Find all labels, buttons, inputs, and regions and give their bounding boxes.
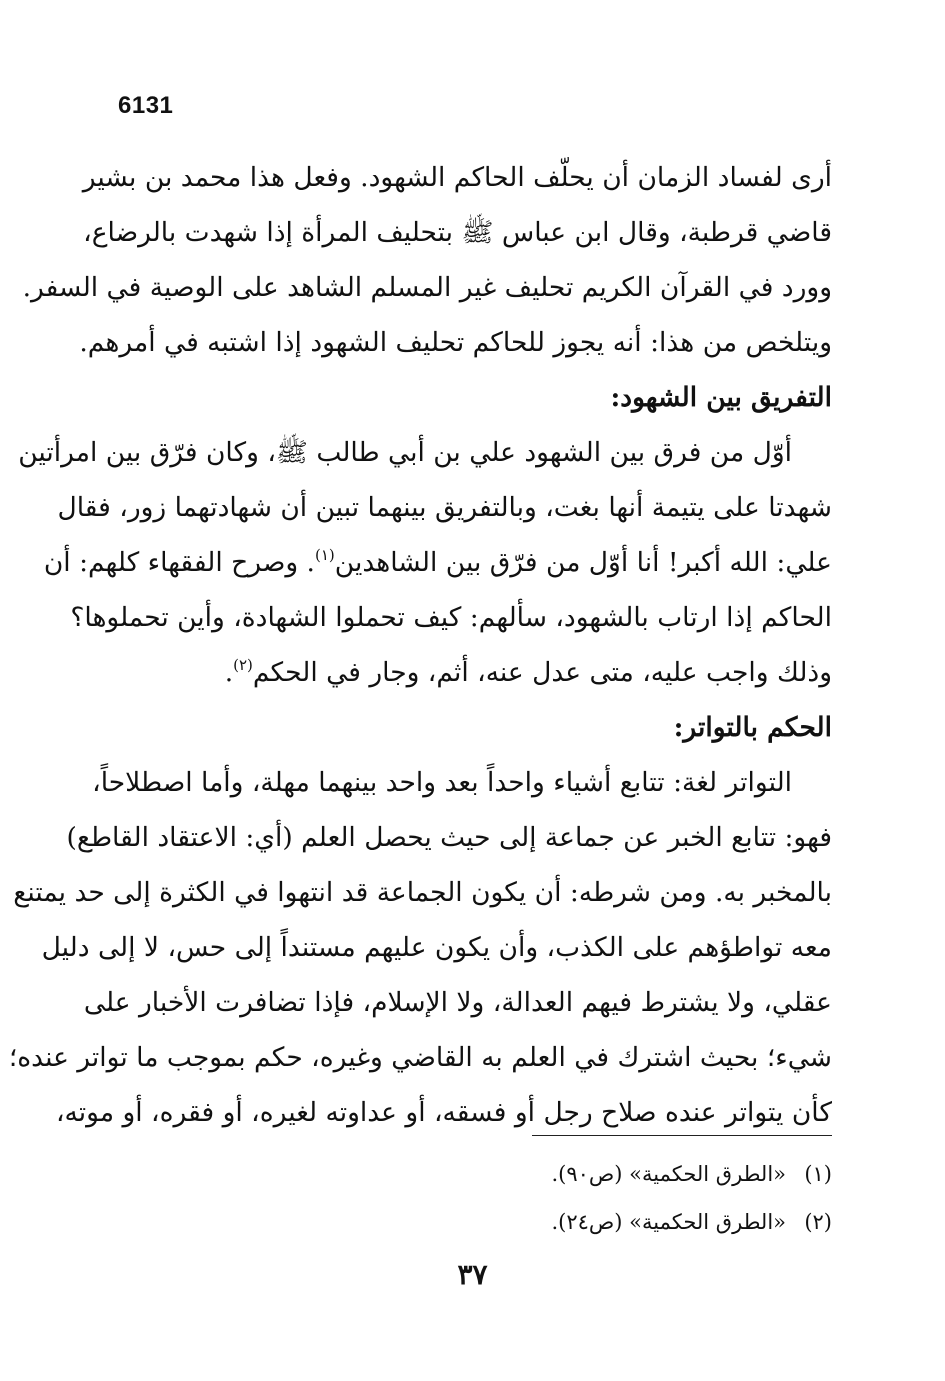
text-line: شيء؛ بحيث اشترك في العلم به القاضي وغيره، حكم بموجب ما تواتر عنده؛ bbox=[8, 1042, 832, 1073]
text-line: وورد في القرآن الكريم تحليف غير المسلم الشاهد على الوصية في السفر. bbox=[22, 272, 832, 303]
footnote-number: (١) bbox=[804, 1162, 832, 1186]
footnote-number: (٢) bbox=[804, 1210, 832, 1234]
section-heading-tawatur: الحكم بالتواتر: bbox=[673, 712, 832, 743]
text-line: التواتر لغة: تتابع أشياء واحداً بعد واحد بينهما مهلة، وأما اصطلاحاً، bbox=[92, 767, 792, 798]
text-line: فهو: تتابع الخبر عن جماعة إلى حيث يحصل العلم (أي: الاعتقاد القاطع) bbox=[66, 822, 832, 853]
text-line: قاضي قرطبة، وقال ابن عباس ﷺ بتحليف المرأة إذا شهدت بالرضاع، bbox=[83, 217, 832, 248]
text-line: ويتلخص من هذا: أنه يجوز للحاكم تحليف الشهود إذا اشتبه في أمرهم. bbox=[79, 327, 832, 358]
text-line bbox=[120, 645, 832, 700]
footnote-item bbox=[420, 1198, 832, 1246]
text-segment: علي: الله أكبر! أنا أوّل من فرّق بين الشاهدين bbox=[334, 547, 832, 578]
body-text bbox=[8, 150, 832, 1140]
footnote-item bbox=[420, 1150, 832, 1198]
footnote-text: «الطرق الحكمية» (ص٩٠). bbox=[551, 1162, 786, 1186]
text-line: كأن يتواتر عنده صلاح رجل أو فسقه، أو عداوته لغيره، أو فقره، أو موته، bbox=[56, 1097, 832, 1128]
footnote-text: «الطرق الحكمية» (ص٢٤). bbox=[551, 1210, 786, 1234]
footnote-ref: (١) bbox=[314, 546, 335, 564]
text-line: الحاكم إذا ارتاب بالشهود، سألهم: كيف تحملوا الشهادة، وأين تحملوها؟ bbox=[70, 602, 832, 633]
footnote-ref: (٢) bbox=[233, 656, 253, 674]
page-id: 6131 bbox=[118, 92, 174, 119]
text-line: شهدتا على يتيمة أنها بغت، وبالتفريق بينهما تبين أن شهادتهما زور، فقال bbox=[57, 492, 832, 523]
footnotes bbox=[420, 1150, 832, 1246]
footnote-divider bbox=[532, 1135, 832, 1136]
section-heading-witness-separation: التفريق بين الشهود: bbox=[610, 382, 832, 413]
text-segment: وذلك واجب عليه، متى عدل عنه، أثم، وجار في الحكم bbox=[252, 657, 832, 688]
text-line: أوّل من فرق بين الشهود علي بن أبي طالب ﷺ، وكان فرّق بين امرأتين bbox=[18, 437, 792, 468]
text-segment: . وصرح الفقهاء كلهم: أن bbox=[43, 547, 315, 578]
page-number: ٣٧ bbox=[457, 1258, 488, 1291]
text-line: بالمخبر به. ومن شرطه: أن يكون الجماعة قد انتهوا في الكثرة إلى حد يمتنع bbox=[13, 877, 832, 908]
text-line bbox=[43, 535, 832, 590]
text-line: أرى لفساد الزمان أن يحلّف الحاكم الشهود. وفعل هذا محمد بن بشير bbox=[82, 162, 832, 193]
text-line: عقلي، ولا يشترط فيهم العدالة، ولا الإسلام، فإذا تضافرت الأخبار على bbox=[83, 987, 832, 1018]
text-segment: . bbox=[224, 657, 234, 688]
text-line: معه تواطؤهم على الكذب، وأن يكون عليهم مستنداً إلى حس، لا إلى دليل bbox=[41, 932, 832, 963]
